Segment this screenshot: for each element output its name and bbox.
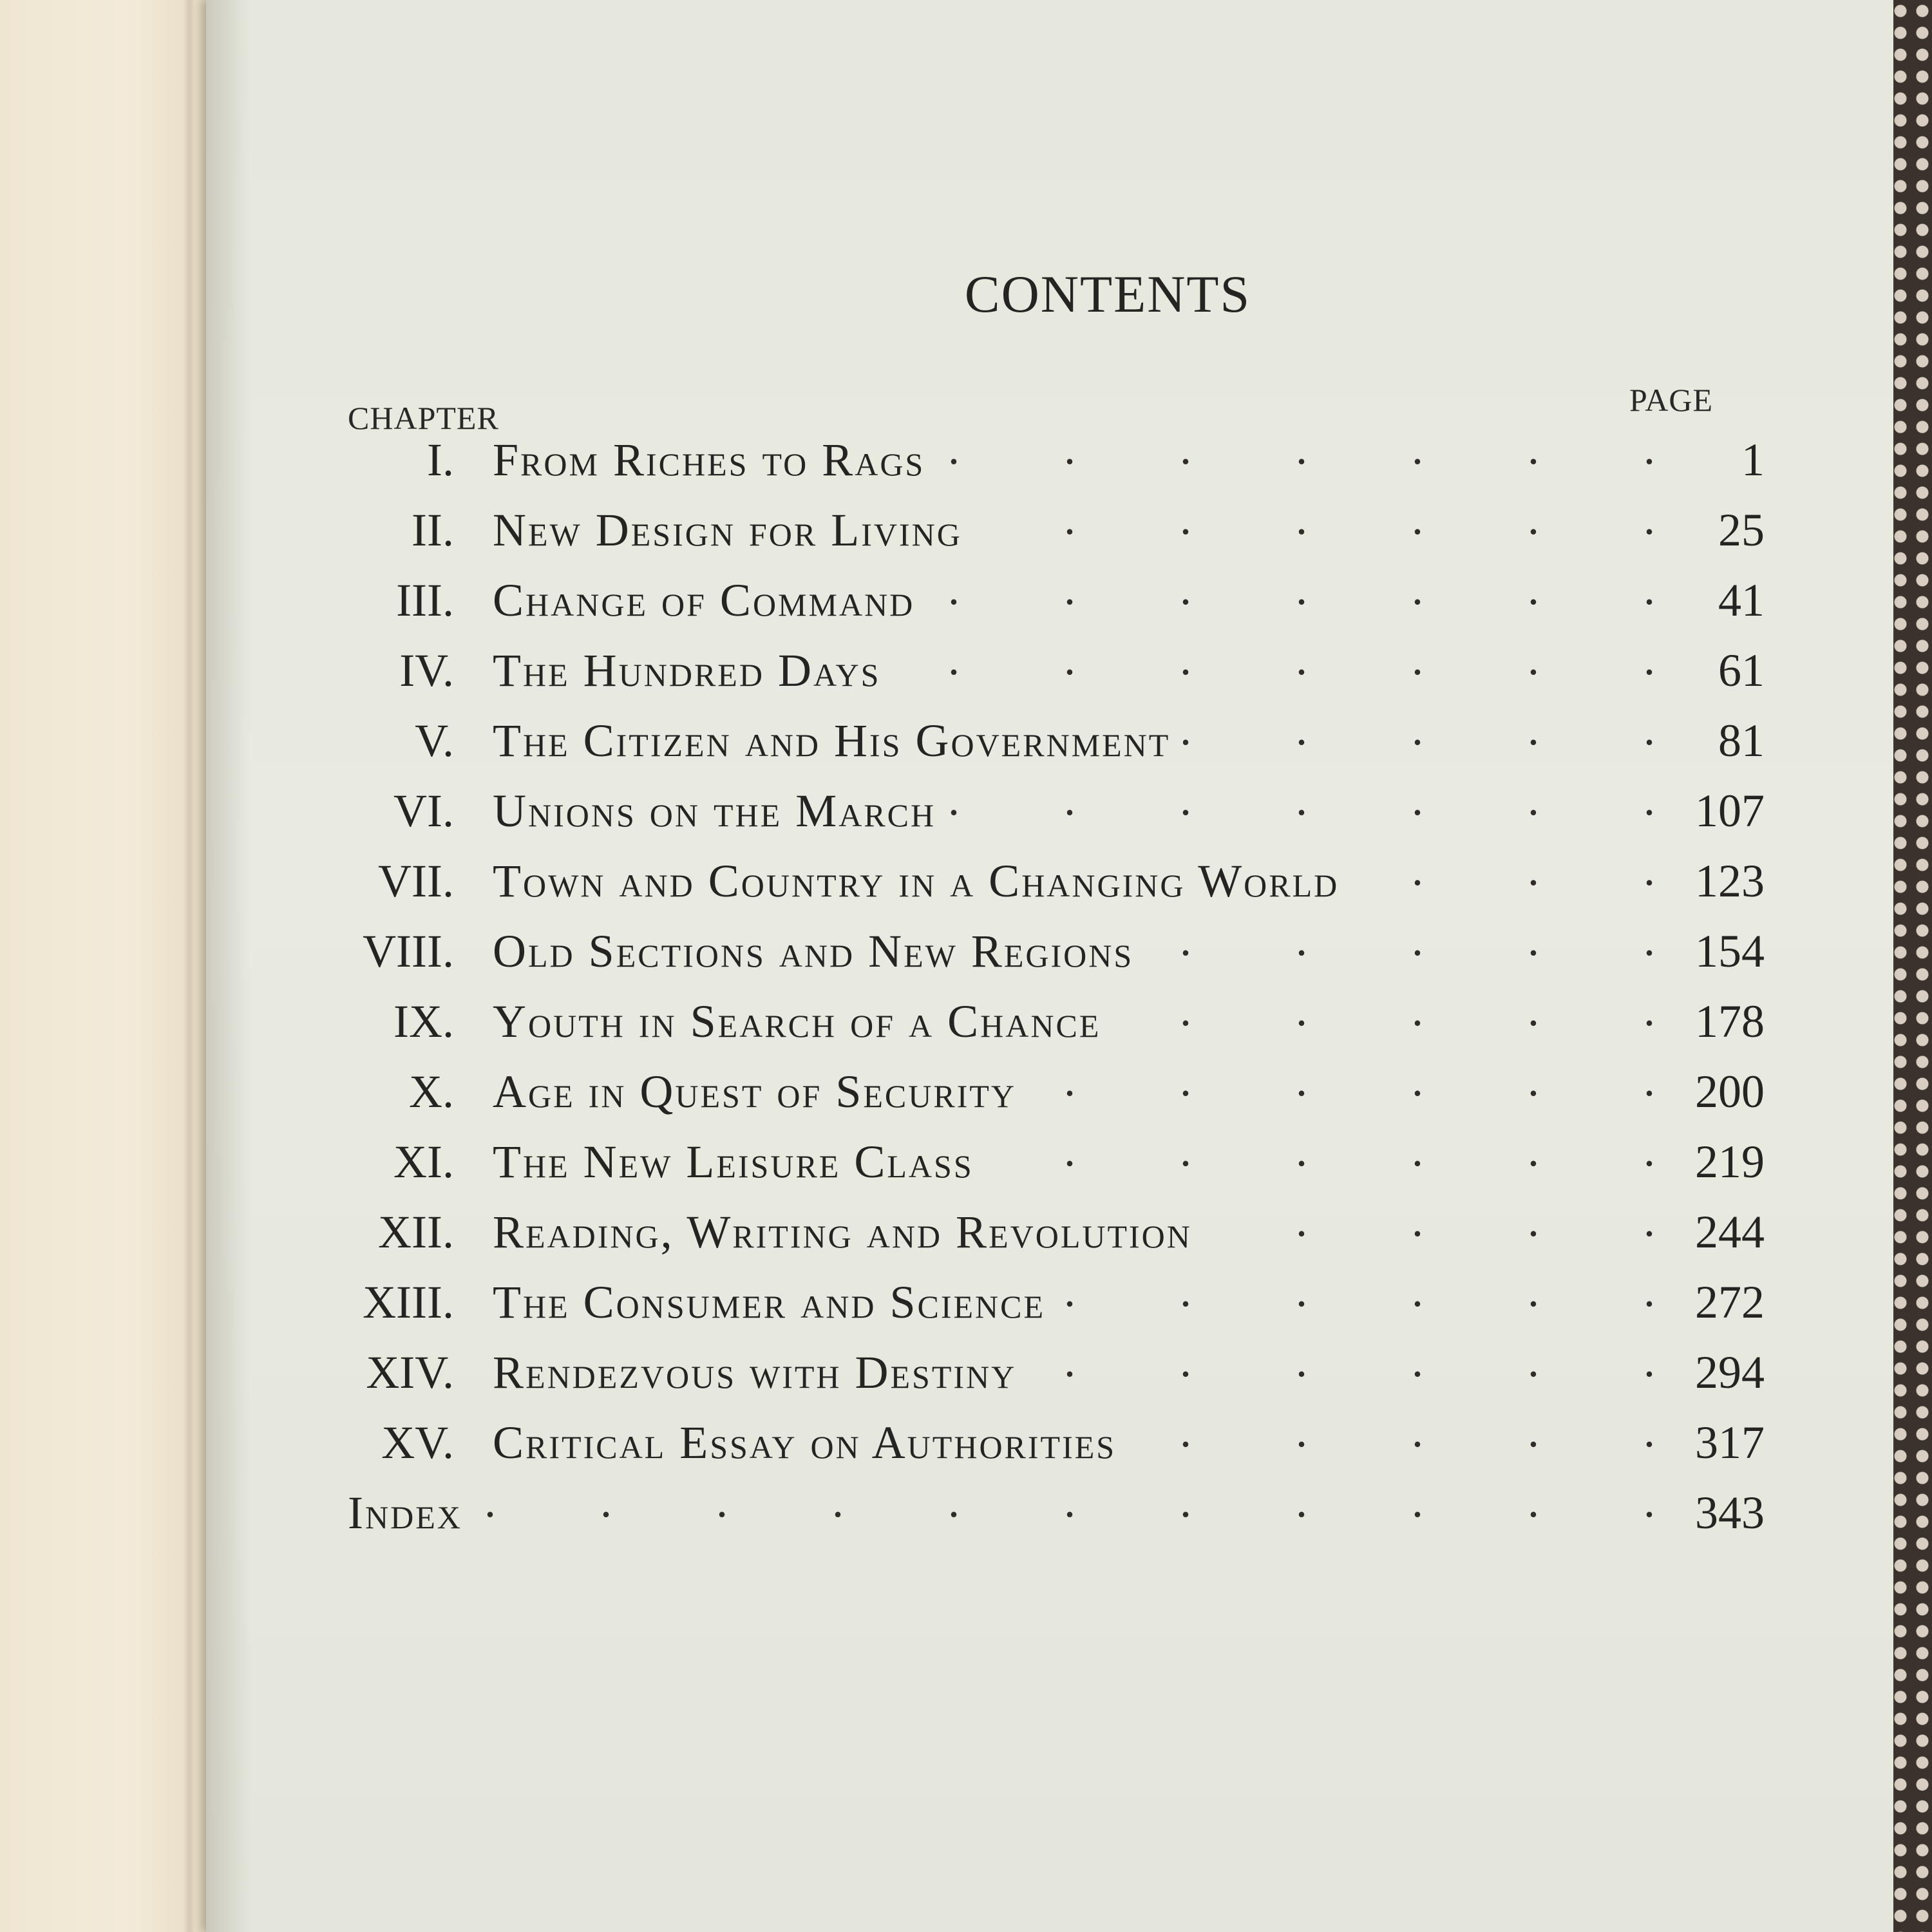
page-number: 343: [1695, 1487, 1765, 1539]
chapter-number: X.: [409, 1066, 454, 1117]
page-number: 41: [1718, 574, 1765, 626]
chapter-number: VIII.: [363, 925, 454, 977]
chapter-title: Unions on the March: [493, 785, 936, 837]
toc-entry-7: [348, 843, 1765, 913]
dot-leader: [1113, 983, 1655, 1037]
chapter-title: The New Leisure Class: [493, 1136, 974, 1188]
dot-leader: [927, 562, 1655, 616]
toc-entry-10: [348, 1054, 1765, 1124]
chapter-number: IV.: [399, 645, 454, 696]
chapter-number: II.: [412, 504, 454, 556]
dot-leader: [1029, 1054, 1655, 1107]
dot-leader: [893, 632, 1655, 686]
chapter-title: The Hundred Days: [493, 645, 881, 696]
toc-entry-13: [348, 1264, 1765, 1334]
contents-page: [206, 0, 1893, 1932]
page-number: 317: [1695, 1417, 1765, 1468]
page-number: 123: [1695, 855, 1765, 907]
dot-leader: [987, 1124, 1655, 1177]
chapter-number: XI.: [393, 1136, 454, 1188]
dot-leader: [1146, 913, 1655, 967]
toc-entry-12: [348, 1194, 1765, 1264]
page-number: 294: [1695, 1347, 1765, 1398]
toc-entry-9: [348, 983, 1765, 1054]
toc-entry-2: [348, 492, 1765, 562]
toc-entry-6: [348, 773, 1765, 843]
page-number: 107: [1695, 785, 1765, 837]
dot-leader: [1205, 1194, 1655, 1247]
chapter-title: New Design for Living: [493, 504, 962, 556]
chapter-title: The Consumer and Science: [493, 1276, 1046, 1328]
chapter-number: VI.: [393, 785, 454, 837]
chapter-number: XV.: [381, 1417, 454, 1468]
dot-leader: [1129, 1405, 1655, 1458]
dot-leader: [1183, 703, 1655, 756]
chapter-title: Town and Country in a Changing World: [493, 855, 1340, 907]
page-number: 81: [1718, 715, 1765, 766]
chapter-title: From Riches to Rags: [493, 434, 925, 486]
page-number: 272: [1695, 1276, 1765, 1328]
dot-leader: [1058, 1264, 1655, 1318]
dot-leader: [975, 492, 1655, 545]
toc-entry-5: [348, 703, 1765, 773]
chapter-number: VII.: [378, 855, 454, 907]
chapter-title: The Citizen and His Government: [493, 715, 1171, 766]
page-number: 244: [1695, 1206, 1765, 1258]
chapter-title: Reading, Writing and Revolution: [493, 1206, 1192, 1258]
page-number: 178: [1695, 996, 1765, 1047]
dot-leader: [1352, 843, 1655, 896]
page-number: 219: [1695, 1136, 1765, 1188]
chapter-number: IX.: [393, 996, 454, 1047]
toc-entry-8: [348, 913, 1765, 983]
dot-leader: [1029, 1334, 1655, 1388]
chapter-title: Rendezvous with Destiny: [493, 1347, 1017, 1398]
dot-leader: [949, 773, 1655, 826]
page-number: 61: [1718, 645, 1765, 696]
table-of-contents: [348, 422, 1765, 1545]
chapter-number: V.: [415, 715, 454, 766]
chapter-title: Critical Essay on Authorities: [493, 1417, 1117, 1468]
chapter-number: XIII.: [363, 1276, 454, 1328]
toc-entry-3: [348, 562, 1765, 632]
page-title: CONTENTS: [964, 265, 1251, 323]
toc-entry-4: [348, 632, 1765, 703]
chapter-column-heading: CHAPTER: [348, 400, 499, 436]
toc-entry-11: [348, 1124, 1765, 1194]
toc-entry-index: [348, 1475, 1765, 1545]
dot-leader: [938, 422, 1655, 475]
chapter-number: III.: [396, 574, 454, 626]
chapter-title: Age in Quest of Security: [493, 1066, 1017, 1117]
index-title: Index: [348, 1487, 462, 1539]
page-number: 25: [1718, 504, 1765, 556]
toc-entry-14: [348, 1334, 1765, 1405]
page-number: 1: [1741, 434, 1765, 486]
dot-leader: [475, 1475, 1655, 1528]
chapter-title: Change of Command: [493, 574, 915, 626]
page-number: 200: [1695, 1066, 1765, 1117]
toc-entry-1: [348, 422, 1765, 492]
left-facing-page: [0, 0, 213, 1932]
chapter-number: XII.: [378, 1206, 454, 1258]
chapter-number: XIV.: [366, 1347, 454, 1398]
chapter-number: I.: [427, 434, 454, 486]
chapter-title: Youth in Search of a Chance: [493, 996, 1101, 1047]
page-column-heading: PAGE: [1629, 382, 1713, 418]
chapter-title: Old Sections and New Regions: [493, 925, 1134, 977]
toc-entry-15: [348, 1405, 1765, 1475]
page-number: 154: [1695, 925, 1765, 977]
